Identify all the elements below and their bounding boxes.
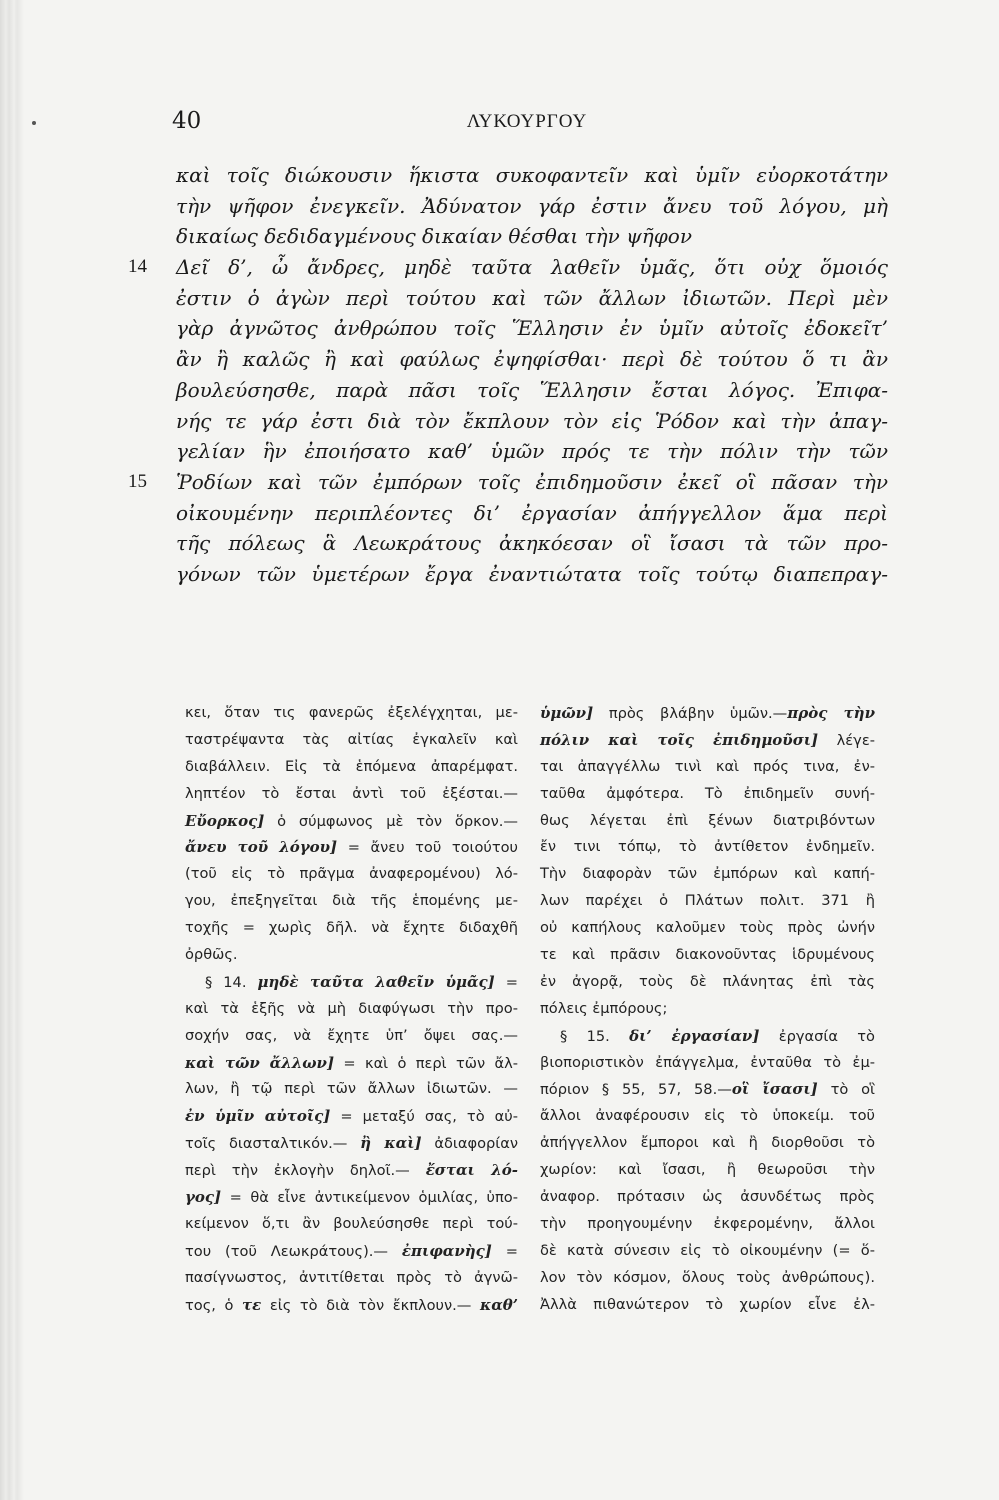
commentary-text: = — [491, 1242, 518, 1260]
commentary-line — [540, 834, 875, 861]
commentary-text: λέγε- — [818, 731, 875, 749]
lemma: ἐπιφανὴς] — [401, 1241, 492, 1260]
commentary-line — [185, 1292, 518, 1319]
commentary-text: § 15. — [560, 1027, 630, 1045]
commentary-line — [540, 942, 875, 969]
lemma: τε — [242, 1295, 262, 1314]
lemma: γος] — [185, 1188, 222, 1207]
commentary-text: λων, ἢ τῷ περὶ τῶν ἄλλων ἰδιωτῶν. — — [185, 1080, 518, 1098]
main-greek-text — [128, 160, 888, 590]
main-text-line — [128, 252, 888, 283]
commentary-text: τοχῆς = χωρὶς δῆλ. νὰ ἔχητε διδαχθῆ — [185, 919, 518, 937]
main-text-line — [176, 344, 888, 375]
commentary-right-column — [540, 700, 875, 1318]
commentary-text: κει, ὅταν τις φανερῶς ἐξελέγχηται, με- — [185, 704, 518, 721]
commentary-text: πόλεις ἐμπόρους; — [540, 999, 668, 1017]
commentary-line — [540, 1050, 875, 1077]
main-text-line-content: νής τε γάρ ἐστι διὰ τὸν ἔκπλουν τὸν εἰς Ῥόδον καὶ τὴν ἀπαγ- — [176, 408, 888, 433]
commentary-text: λων παρέχει ὁ Πλάτων πολιτ. 371 ἢ — [540, 892, 875, 910]
commentary-line — [540, 1265, 875, 1292]
commentary-line — [185, 808, 518, 835]
main-text-line-content: καὶ τοῖς διώκουσιν ἥκιστα συκοφαντεῖν καὶ ὑμῖν εὐορκοτάτην — [176, 163, 888, 187]
commentary-line — [185, 1211, 518, 1238]
main-text-line-content: ἂν ἢ καλῶς ἢ καὶ φαύλως ἐψηφίσθαι· περὶ δὲ τούτου ὅ τι ἂν — [176, 347, 888, 372]
commentary-text: οὐ καπήλους καλοῦμεν τοὺς πρὸς ὠνήν — [540, 919, 875, 937]
commentary-line — [540, 1130, 875, 1157]
main-text-line — [128, 467, 888, 498]
commentary-line — [540, 700, 875, 727]
commentary-text: πόριον § 55, 57, 58.— — [540, 1081, 732, 1099]
commentary-line — [185, 1103, 518, 1130]
lemma: οἳ ἴσασι] — [731, 1080, 818, 1099]
main-text-line-content: Ῥοδίων καὶ τῶν ἐμπόρων τοῖς ἐπιδημοῦσιν ἐκεῖ οἳ πᾶσαν τὴν — [176, 469, 888, 494]
commentary-line — [185, 942, 518, 969]
commentary-line — [185, 969, 518, 996]
commentary-line — [185, 1184, 518, 1211]
lemma: πρὸς τὴν — [787, 704, 875, 722]
main-text-line — [176, 160, 888, 191]
commentary-line — [185, 1157, 518, 1184]
lemma: ὑμῶν] — [540, 704, 594, 722]
main-text-line — [176, 221, 888, 252]
commentary-line — [540, 1076, 875, 1103]
ink-speck — [32, 121, 36, 125]
commentary-text: περὶ τὴν ἐκλογὴν δηλοῖ.— — [185, 1162, 426, 1180]
commentary-line — [185, 1076, 518, 1103]
main-text-line — [176, 191, 888, 222]
commentary-line — [540, 1103, 875, 1130]
commentary-line — [185, 700, 518, 727]
commentary-text: ταστρέψαντα τὰς αἰτίας ἐγκαλεῖν καὶ — [185, 730, 518, 748]
commentary-text: καὶ τὰ ἑξῆς νὰ μὴ διαφύγωσι τὴν προ- — [185, 999, 518, 1017]
commentary-line — [185, 861, 518, 888]
main-text-line-content: δικαίως δεδιδαγμένους δικαίαν θέσθαι τὴν ψῆφον — [176, 224, 692, 249]
commentary-text: χωρίον: καὶ ἴσασι, ἢ θεωροῦσι τὴν — [540, 1161, 875, 1179]
commentary-line — [185, 996, 518, 1023]
lemma: καθ’ — [479, 1295, 518, 1314]
section-number: 15 — [128, 470, 147, 492]
main-text-line-content: Δεῖ δ’, ὦ ἄνδρες, μηδὲ ταῦτα λαθεῖν ὑμᾶς, ὅτι οὐχ ὅμοιός — [176, 255, 888, 280]
commentary-line — [540, 1211, 875, 1238]
commentary-text: τὴν προηγουμένην ἐκφερομένην, ἄλλοι — [540, 1214, 875, 1232]
lemma: ἔσται λό- — [425, 1161, 518, 1180]
commentary-text: πασίγνωστος, ἀντιτίθεται πρὸς τὸ ἀγνῶ- — [185, 1268, 518, 1286]
commentary-text: ὀρθῶς. — [185, 946, 238, 964]
commentary-line — [540, 915, 875, 942]
commentary-text: ἀναφορ. πρότασιν ὡς ἀσυνδέτως πρὸς — [540, 1188, 875, 1206]
commentary-text: τος, ὁ — [185, 1296, 243, 1314]
main-text-line — [176, 375, 888, 406]
commentary-text: ταῦθα ἀμφότερα. Τὸ ἐπιδημεῖν συνή- — [540, 784, 875, 802]
commentary-line — [540, 888, 875, 915]
commentary-line — [540, 808, 875, 835]
commentary-text: διαβάλλειν. Εἰς τὰ ἑπόμενα ἀπαρέμφατ. — [185, 757, 518, 775]
lemma: μηδὲ ταῦτα λαθεῖν ὑμᾶς] — [257, 972, 495, 991]
commentary-line — [540, 1184, 875, 1211]
main-text-line-content: τὴν ψῆφον ἐνεγκεῖν. Ἀδύνατον γάρ ἐστιν ἄνευ τοῦ λόγου, μὴ — [176, 193, 888, 218]
main-text-line-content: οἰκουμένην περιπλέοντες δι’ ἐργασίαν ἀπήγγελλον ἅμα περὶ — [176, 500, 888, 525]
commentary-text: = — [494, 973, 518, 991]
commentary-text: = μεταξύ σας, τὸ αὐ- — [330, 1108, 518, 1126]
commentary-text: = ἄνευ τοῦ τοιούτου — [337, 839, 518, 857]
commentary-text: τὸ οἳ — [817, 1081, 875, 1099]
main-text-line — [176, 436, 888, 467]
commentary-text: ἀδιαφορίαν — [421, 1135, 518, 1153]
main-text-line-content: γελίαν ἣν ἐποιήσατο καθ’ ὑμῶν πρός τε τὴν πόλιν τὴν τῶν — [176, 439, 888, 464]
main-text-line-content: γὰρ ἀγνῶτος ἀνθρώπου τοῖς Ἕλλησιν ἐν ὑμῖν αὐτοῖς ἐδοκεῖτ’ — [176, 316, 888, 341]
main-text-line — [176, 313, 888, 344]
commentary-line — [185, 1265, 518, 1292]
commentary-line — [185, 781, 518, 808]
commentary-line — [540, 1023, 875, 1050]
lemma: καὶ τῶν ἄλλων] — [185, 1053, 335, 1072]
commentary-text: = καὶ ὁ περὶ τῶν ἄλ- — [334, 1054, 518, 1072]
commentary-line — [540, 1157, 875, 1184]
commentary-text: = θὰ εἶνε ἀντικείμενον ὁμιλίας, ὑπο- — [221, 1189, 518, 1207]
commentary-line — [540, 969, 875, 996]
commentary-text: σοχήν σας, νὰ ἔχητε ὑπ’ ὄψει σας.— — [185, 1026, 518, 1044]
commentary-text: (τοῦ εἰς τὸ πρᾶγμα ἀναφερομένου) λό- — [185, 865, 518, 883]
section-number: 14 — [128, 256, 147, 278]
commentary-line — [540, 781, 875, 808]
commentary-text: ἀπήγγελλον ἔμποροι καὶ ἢ διορθοῦσι τὸ — [540, 1134, 875, 1152]
commentary-text: ἔν τινι τόπῳ, τὸ ἀντίθετον ἐνδημεῖν. — [540, 838, 875, 856]
lemma: Εὔορκος] — [185, 811, 265, 830]
running-head: ΛΥΚΟΥΡΓΟΥ — [466, 111, 588, 132]
page-number: 40 — [172, 108, 202, 134]
commentary-text: ληπτέον τὸ ἔσται ἀντὶ τοῦ ἐξέσται.— — [185, 784, 518, 802]
commentary-line — [540, 996, 875, 1023]
commentary-line — [540, 754, 875, 781]
commentary-text: εἰς τὸ διὰ τὸν ἔκπλουν.— — [261, 1296, 480, 1314]
main-text-line-content: τῆς πόλεως ἃ Λεωκράτους ἀκηκόεσαν οἳ ἴσασι τὰ τῶν προ- — [176, 531, 888, 556]
page-binding-edge — [0, 0, 24, 1500]
commentary-text: πρὸς βλάβην ὑμῶν.— — [593, 705, 788, 722]
commentary-text: του (τοῦ Λεωκράτους).— — [185, 1242, 402, 1260]
commentary-text: ται ἀπαγγέλλω τινὶ καὶ πρός τινα, ἐν- — [540, 757, 875, 775]
commentary-text: ἐργασία τὸ — [759, 1027, 875, 1045]
main-text-line — [176, 528, 888, 559]
commentary-text: § 14. — [205, 973, 258, 991]
commentary-line — [185, 915, 518, 942]
commentary-line — [185, 1130, 518, 1157]
commentary-text: ὁ σύμφωνος μὲ τὸν ὅρκον.— — [264, 812, 518, 830]
main-text-line — [176, 283, 888, 314]
commentary-line — [540, 861, 875, 888]
commentary-line — [185, 727, 518, 754]
commentary-left-column — [185, 700, 518, 1318]
commentary-text: τοῖς διασταλτικόν.— — [185, 1135, 361, 1153]
commentary-text: λον τὸν κόσμον, ὅλους τοὺς ἀνθρώπους). — [540, 1268, 875, 1286]
commentary-text: κείμενον ὅ,τι ἂν βουλεύσησθε περὶ τού- — [185, 1214, 518, 1232]
lemma: δι’ ἐργασίαν] — [629, 1026, 760, 1045]
lemma: ἄνευ τοῦ λόγου] — [185, 838, 338, 857]
commentary-text: Ἀλλὰ πιθανώτερον τὸ χωρίον εἶνε ἐλ- — [540, 1295, 875, 1313]
main-text-line-content: ἐστιν ὁ ἀγὼν περὶ τούτου καὶ τῶν ἄλλων ἰδιωτῶν. Περὶ μὲν — [176, 285, 888, 310]
commentary-line — [185, 1238, 518, 1265]
commentary-text: θως λέγεται ἐπὶ ξένων διατριβόντων — [540, 811, 875, 829]
commentary-text: γου, ἐπεξηγεῖται διὰ τῆς ἑπομένης με- — [185, 892, 518, 910]
commentary-text: ἄλλοι ἀναφέρουσιν εἰς τὸ ὑποκείμ. τοῦ — [540, 1107, 875, 1125]
commentary-line — [540, 727, 875, 754]
lemma: ἐν ὑμῖν αὐτοῖς] — [185, 1107, 331, 1126]
commentary-line — [540, 1292, 875, 1319]
lemma: πόλιν καὶ τοῖς ἐπιδημοῦσι] — [540, 730, 819, 749]
commentary-line — [185, 1050, 518, 1077]
commentary-text: δὲ κατὰ σύνεσιν εἰς τὸ οἰκουμένην (= ὅ- — [540, 1241, 875, 1259]
commentary-text: τε καὶ πρᾶσιν διακονοῦντας ἱδρυμένους — [540, 946, 875, 964]
commentary-line — [185, 834, 518, 861]
main-text-line — [176, 406, 888, 437]
commentary-text: βιοποριστικὸν ἐπάγγελμα, ἐνταῦθα τὸ ἐμ- — [540, 1053, 875, 1071]
commentary-line — [185, 1023, 518, 1050]
main-text-line — [176, 498, 888, 529]
commentary-text: ἐν ἀγορᾷ, τοὺς δὲ πλάνητας ἐπὶ τὰς — [540, 972, 875, 990]
main-text-line-content: βουλεύσησθε, παρὰ πᾶσι τοῖς Ἕλλησιν ἔσται λόγος. Ἐπιφα- — [176, 377, 888, 402]
commentary-line — [540, 1238, 875, 1265]
commentary-text: Τὴν διαφορὰν τῶν ἐμπόρων καὶ καπή- — [540, 865, 875, 883]
commentary-line — [185, 754, 518, 781]
main-text-line-content: γόνων τῶν ὑμετέρων ἔργα ἐναντιώτατα τοῖς τούτῳ διαπεπραγ- — [176, 561, 888, 586]
main-text-line — [176, 559, 888, 590]
commentary-line — [185, 888, 518, 915]
page-header — [172, 108, 882, 144]
lemma: ἢ καὶ] — [360, 1134, 422, 1153]
